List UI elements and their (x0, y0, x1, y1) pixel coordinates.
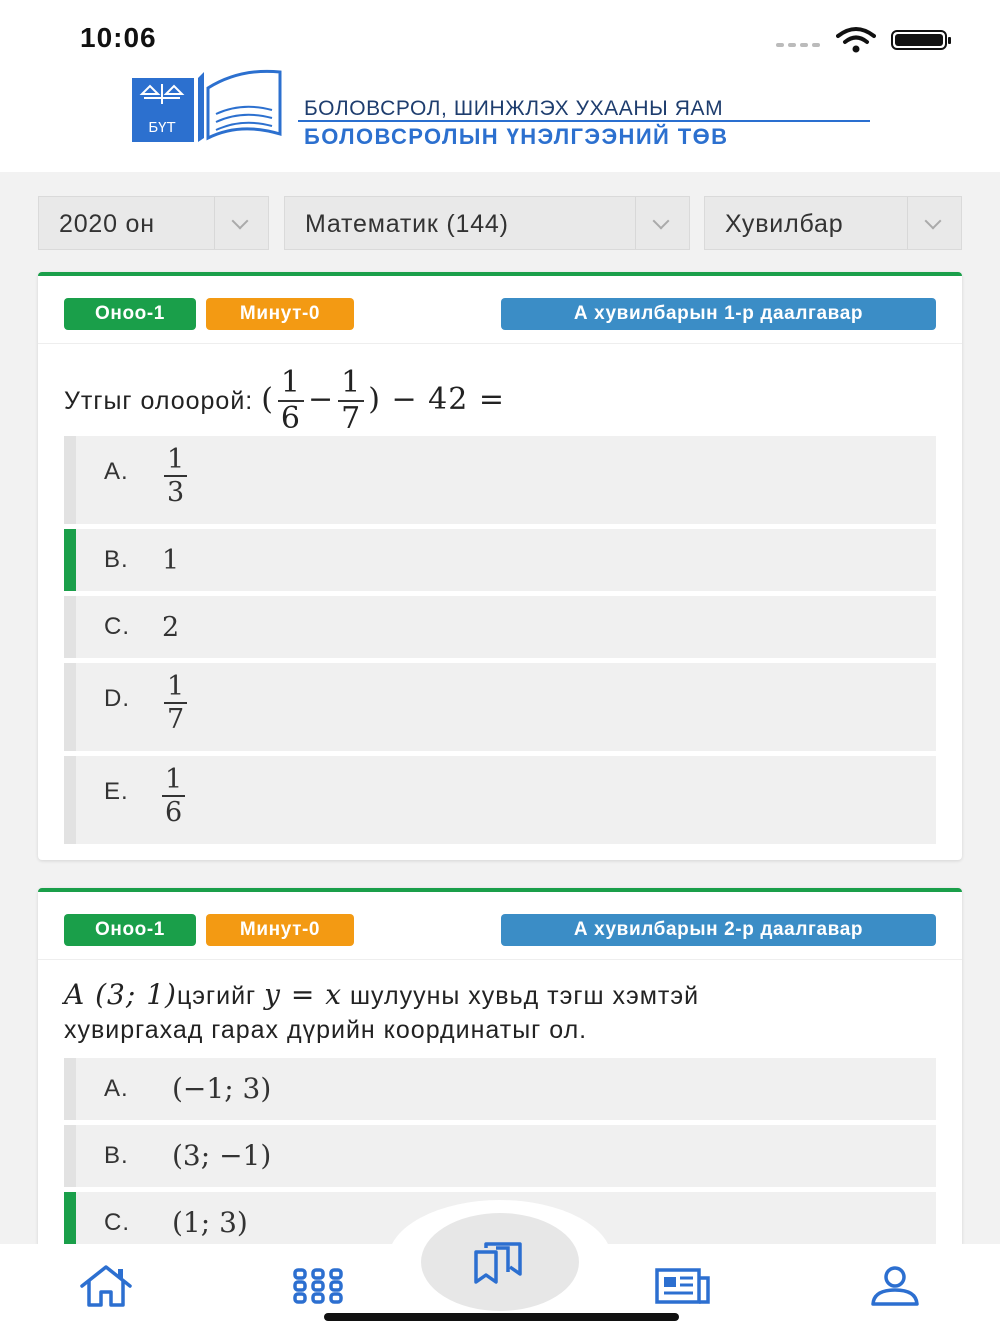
center-name: БОЛОВСРОЛЫН ҮНЭЛГЭЭНИЙ ТӨВ (304, 124, 729, 149)
option-letter: E. (104, 778, 129, 805)
task-title-badge: А хувилбарын 1-р даалгавар (501, 298, 936, 330)
question-card (38, 272, 962, 860)
home-icon[interactable] (78, 1264, 134, 1308)
fraction-denominator: 7 (341, 401, 362, 436)
option-value: 1 (162, 545, 180, 576)
ministry-name: БОЛОВСРОЛ, ШИНЖЛЭХ УХААНЫ ЯАМ (304, 97, 724, 120)
prompt-text: хувиргахад гарах дүрийн координатыг ол. (64, 1016, 588, 1044)
option-value (160, 673, 191, 733)
prompt-text: Утгыг олоорой: (64, 387, 254, 415)
wifi-icon (836, 26, 876, 54)
question-prompt: Утгыг олоорой: ( $\frac{1}{6}$ − $\frac{1}{7}$ ) − 42 = (64, 365, 506, 436)
prompt-math: y = x (264, 978, 343, 1011)
variant-select-value: Хувилбар (725, 210, 844, 238)
logo-icon (130, 68, 290, 146)
option-value: (1; 3) (172, 1206, 248, 1239)
option-letter: B. (104, 1142, 129, 1169)
fraction-denominator: 3 (167, 477, 185, 508)
answer-option-b[interactable] (64, 529, 936, 591)
option-value: 2 (162, 612, 180, 643)
question-card (38, 888, 962, 1248)
minutes-badge: Минут-0 (206, 914, 354, 946)
score-badge: Оноо-1 (64, 914, 196, 946)
chevron-down-icon (214, 197, 268, 249)
profile-icon[interactable] (870, 1266, 920, 1306)
option-letter: B. (104, 546, 129, 573)
minutes-badge: Минут-0 (206, 298, 354, 330)
answer-option-e[interactable] (64, 756, 936, 844)
expression-tail: − 42 = (391, 382, 506, 417)
option-letter: A. (104, 1075, 129, 1102)
grid-icon[interactable] (293, 1268, 343, 1304)
divider (298, 120, 870, 122)
fraction-denominator: 6 (280, 401, 301, 436)
prompt-text: цэгийг (176, 982, 257, 1010)
variant-select[interactable] (704, 196, 962, 250)
subject-select-value: Математик (144) (305, 210, 509, 238)
option-value (158, 766, 189, 826)
filter-bar (38, 196, 962, 250)
answer-option-d[interactable] (64, 663, 936, 751)
option-letter: C. (104, 1209, 130, 1236)
score-badge: Оноо-1 (64, 298, 196, 330)
answer-option-b[interactable] (64, 1125, 936, 1187)
answer-option-a[interactable] (64, 1058, 936, 1120)
option-letter: A. (104, 458, 129, 485)
news-icon[interactable] (655, 1268, 711, 1304)
option-letter: D. (104, 685, 130, 712)
fraction-denominator: 6 (165, 797, 183, 828)
prompt-math: A (3; 1) (64, 978, 177, 1011)
year-select-value: 2020 он (59, 210, 155, 238)
status-time: 10:06 (80, 22, 157, 53)
option-letter: C. (104, 613, 130, 640)
fraction-numerator: 1 (164, 673, 187, 704)
battery-icon (891, 30, 947, 50)
fraction-numerator: 1 (278, 368, 304, 402)
fraction-numerator: 1 (162, 766, 185, 797)
home-indicator[interactable] (324, 1313, 679, 1321)
chevron-down-icon (907, 197, 961, 249)
option-value: (3; −1) (172, 1139, 272, 1172)
question-header (38, 276, 962, 344)
answer-option-c[interactable] (64, 596, 936, 658)
option-value (160, 446, 191, 506)
answer-option-a[interactable] (64, 436, 936, 524)
prompt-text: шулууны хувьд тэгш хэмтэй (349, 982, 700, 1010)
question-header (38, 892, 962, 960)
fraction-denominator: 7 (167, 704, 185, 735)
year-select[interactable] (38, 196, 269, 250)
fraction-numerator: 1 (338, 368, 364, 402)
book-icon[interactable] (472, 1242, 526, 1284)
fraction-numerator: 1 (164, 446, 187, 477)
header (0, 0, 1000, 172)
svg-text:БҮТ: БҮТ (148, 119, 176, 136)
option-value: (−1; 3) (172, 1072, 272, 1105)
chevron-down-icon (635, 197, 689, 249)
task-title-badge: А хувилбарын 2-р даалгавар (501, 914, 936, 946)
question-prompt (64, 978, 944, 1047)
cellular-signal-icon (776, 43, 820, 47)
subject-select[interactable] (284, 196, 690, 250)
